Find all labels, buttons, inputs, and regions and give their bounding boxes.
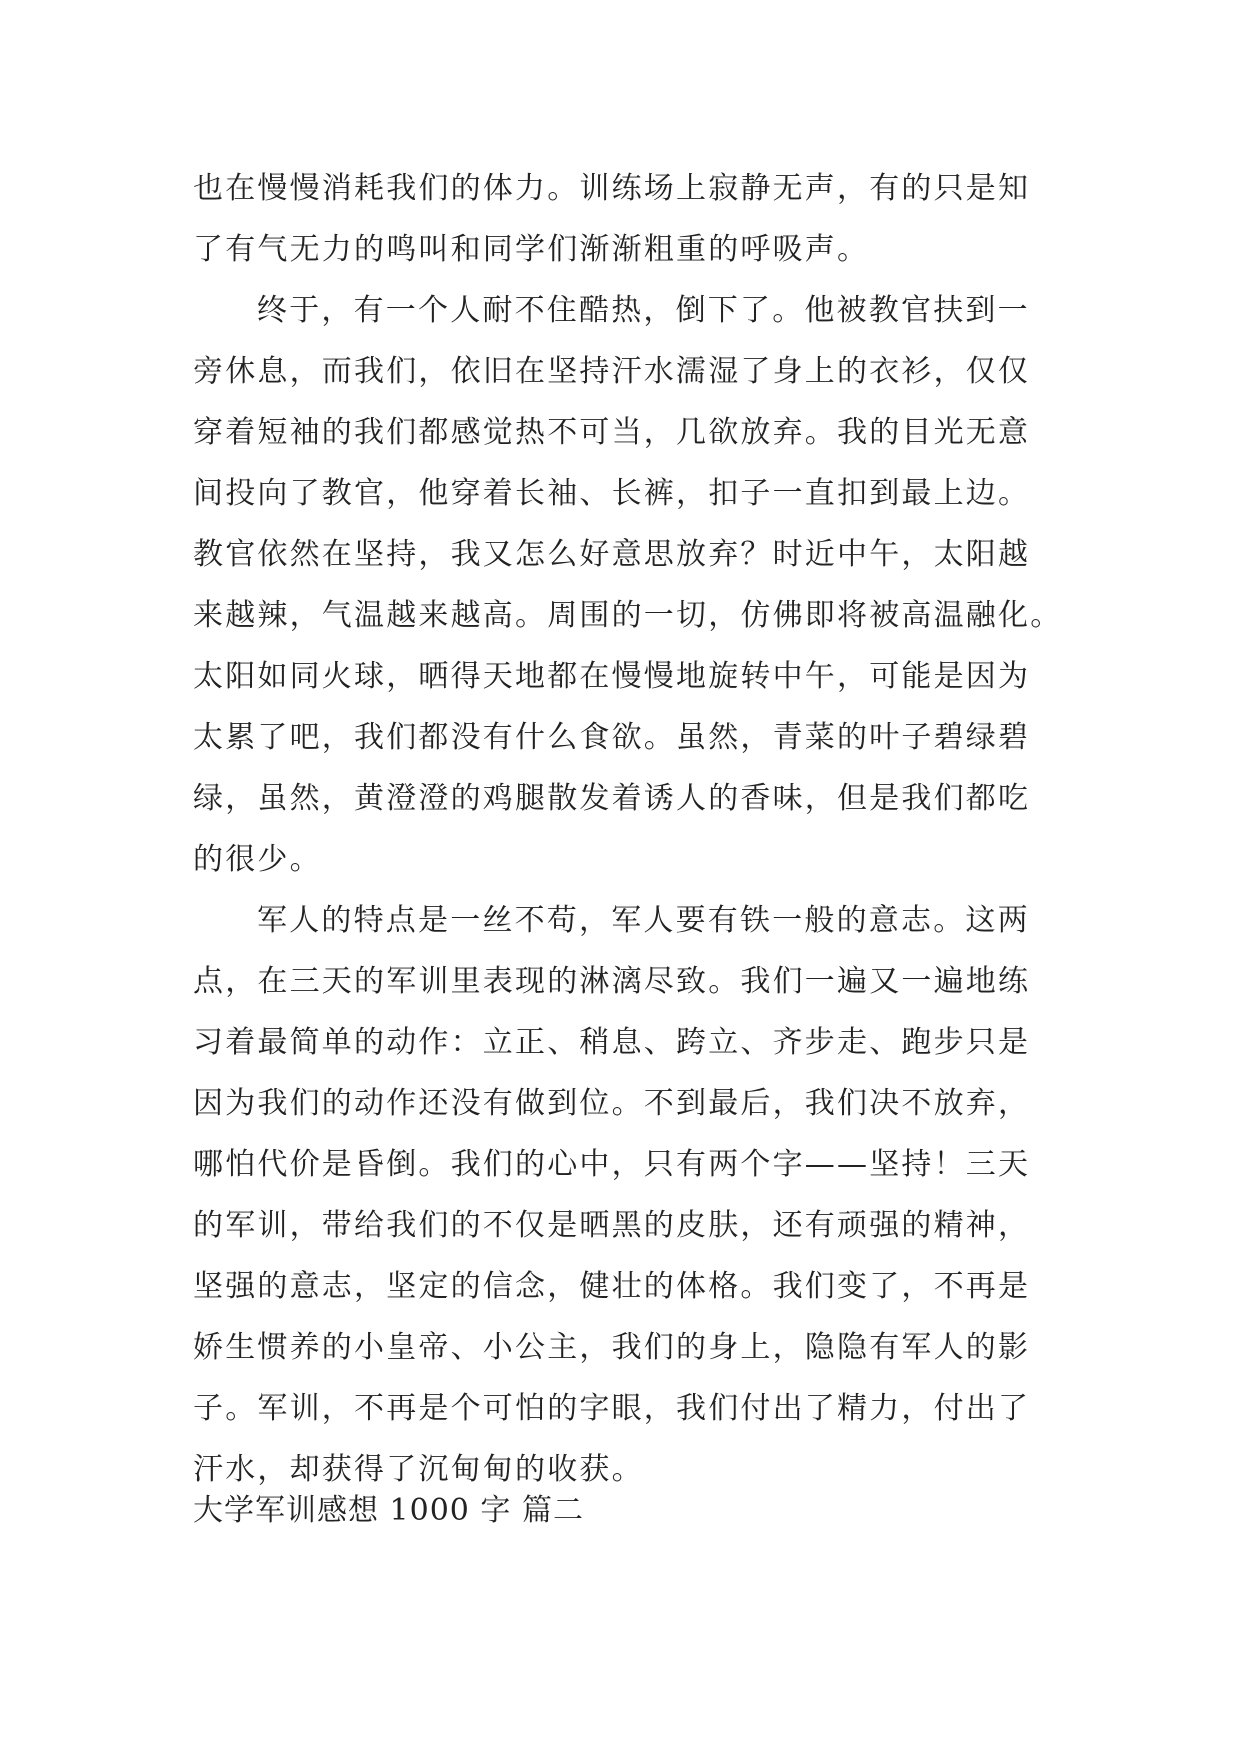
text-line: 终于，有一个人耐不住酷热，倒下了。他被教官扶到一 xyxy=(257,293,1030,328)
text-line: 也在慢慢消耗我们的体力。训练场上寂静无声，有的只是知 xyxy=(193,171,1031,206)
text-line: 的军训，带给我们的不仅是晒黑的皮肤，还有顽强的精神， xyxy=(193,1208,1031,1243)
text-line: 子。军训，不再是个可怕的字眼，我们付出了精力，付出了 xyxy=(193,1391,1031,1426)
text-line: 习着最简单的动作：立正、稍息、跨立、齐步走、跑步只是 xyxy=(193,1025,1031,1060)
text-line: 坚强的意志，坚定的信念，健壮的体格。我们变了，不再是 xyxy=(193,1269,1031,1304)
text-line: 太阳如同火球，晒得天地都在慢慢地旋转中午，可能是因为 xyxy=(193,659,1031,694)
paragraph-2 xyxy=(193,280,1073,890)
text-line: 汗水，却获得了沉甸甸的收获。 xyxy=(193,1452,644,1487)
body-text xyxy=(193,158,1073,1500)
text-line: 穿着短袖的我们都感觉热不可当，几欲放弃。我的目光无意 xyxy=(193,415,1031,450)
paragraph-1 xyxy=(193,158,1073,280)
paragraph-3 xyxy=(193,890,1073,1500)
text-line: 来越辣，气温越来越高。周围的一切，仿佛即将被高温融化。 xyxy=(193,598,1063,633)
text-line: 绿，虽然，黄澄澄的鸡腿散发着诱人的香味，但是我们都吃 xyxy=(193,781,1031,816)
text-line: 的很少。 xyxy=(193,842,322,877)
text-line: 因为我们的动作还没有做到位。不到最后，我们决不放弃， xyxy=(193,1086,1031,1121)
text-line: 旁休息，而我们，依旧在坚持汗水濡湿了身上的衣衫，仅仅 xyxy=(193,354,1031,389)
text-line: 娇生惯养的小皇帝、小公主，我们的身上，隐隐有军人的影 xyxy=(193,1330,1031,1365)
text-line: 军人的特点是一丝不苟，军人要有铁一般的意志。这两 xyxy=(257,903,1030,938)
section-heading: 大学军训感想 1000 字 篇二 xyxy=(193,1493,584,1528)
text-line: 点，在三天的军训里表现的淋漓尽致。我们一遍又一遍地练 xyxy=(193,964,1031,999)
text-line: 间投向了教官，他穿着长袖、长裤，扣子一直扣到最上边。 xyxy=(193,476,1031,511)
text-line: 哪怕代价是昏倒。我们的心中，只有两个字——坚持！三天 xyxy=(193,1147,1031,1182)
text-line: 太累了吧，我们都没有什么食欲。虽然，青菜的叶子碧绿碧 xyxy=(193,720,1031,755)
text-line: 教官依然在坚持，我又怎么好意思放弃？时近中午，太阳越 xyxy=(193,537,1031,572)
text-line: 了有气无力的鸣叫和同学们渐渐粗重的呼吸声。 xyxy=(193,232,870,267)
